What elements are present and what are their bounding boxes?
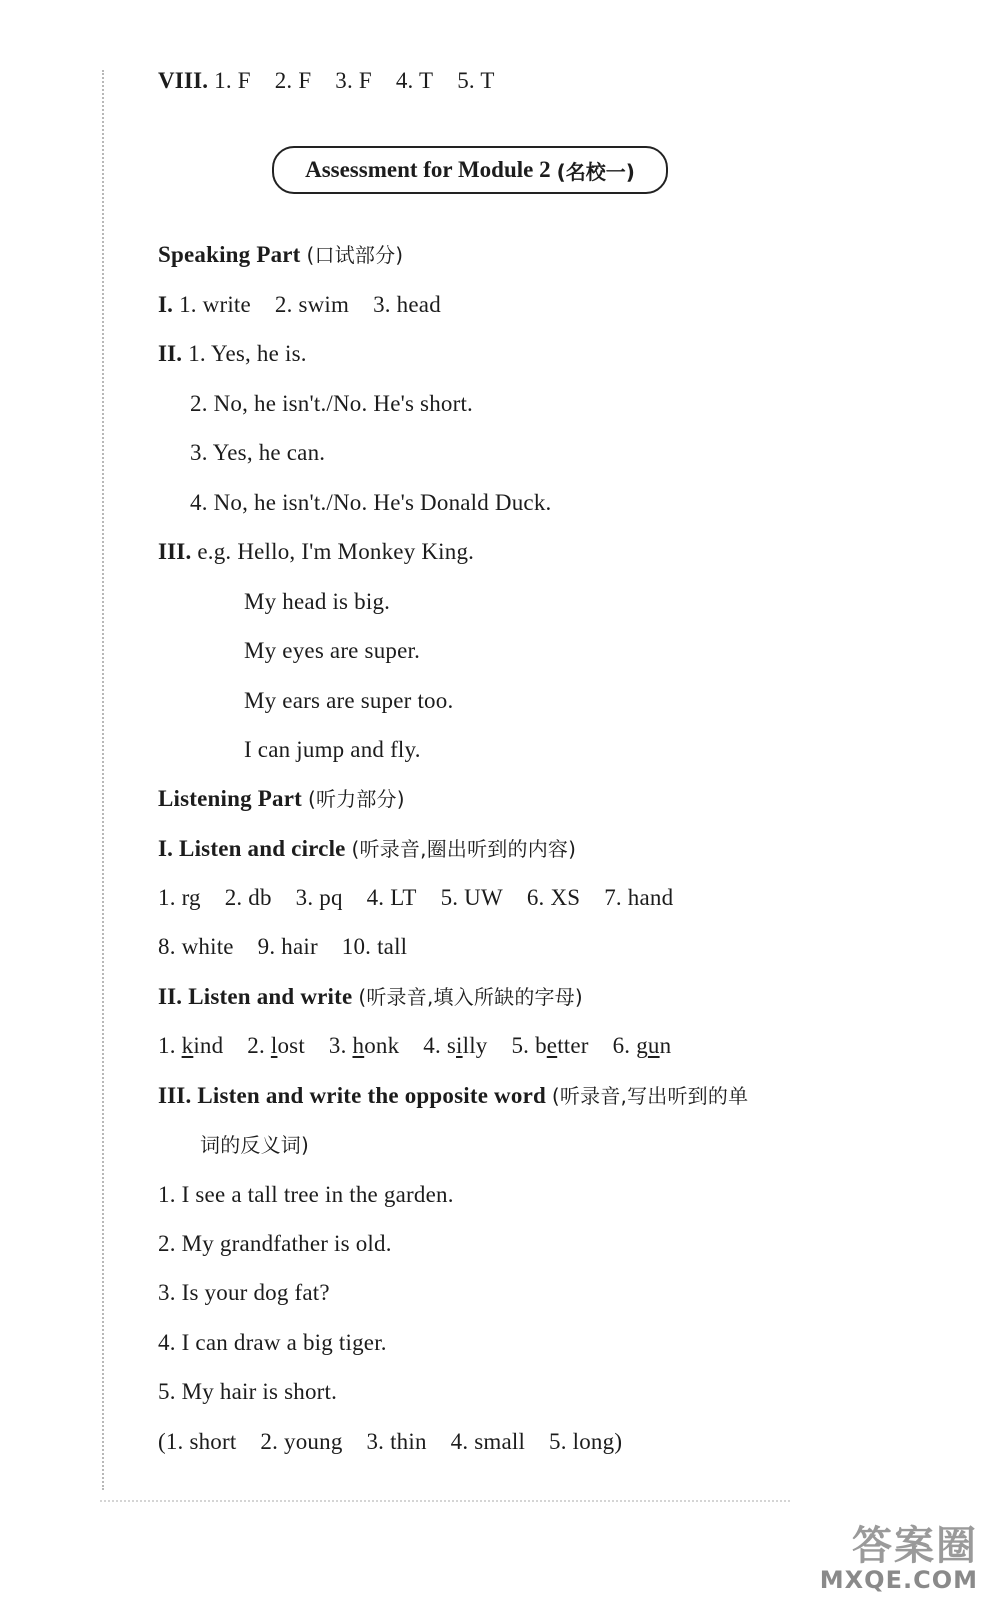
answer: 3. thin [366, 1429, 427, 1454]
viii-answer: 3. F [335, 68, 372, 93]
listening-i-row2 [158, 932, 407, 962]
section-title-cn: (听录音,圈出听到的内容) [351, 837, 577, 861]
watermark-logo [808, 1514, 978, 1594]
answer: 1. write [179, 292, 251, 317]
speaking-heading-cn: (口试部分) [306, 243, 404, 267]
viii-answer: 1. F [214, 68, 251, 93]
watermark-top-text: 答案圈 [852, 1523, 978, 1569]
answer: 3. honk [328, 1033, 400, 1058]
listening-iii-item: 1. I see a tall tree in the garden. [158, 1182, 454, 1207]
speaking-iii-line: I can jump and fly. [244, 737, 421, 762]
listening-i-title [158, 834, 576, 864]
speaking-iii-line: My head is big. [244, 589, 391, 614]
viii-label: VIII. [158, 68, 209, 93]
section-title: II. Listen and write [158, 984, 353, 1009]
section-label: I. [158, 292, 174, 317]
watermark-bottom-text: MXQE.COM [819, 1566, 978, 1594]
listening-heading [158, 784, 405, 814]
viii-answer: 4. T [395, 68, 434, 93]
answer: 4. LT [366, 885, 417, 910]
answer: 4. small [450, 1429, 526, 1454]
answer: 10. tall [341, 934, 408, 959]
listening-heading-cn: (听力部分) [307, 787, 405, 811]
section-label: III. [158, 539, 192, 564]
answer: 3. head [373, 292, 441, 317]
listening-ii-title [158, 982, 583, 1012]
module-title-text: Assessment for Module 2 [305, 157, 551, 182]
answer: 2. swim [274, 292, 350, 317]
speaking-iii-line: My ears are super too. [244, 688, 454, 713]
answer: 8. white [158, 934, 234, 959]
module-title [272, 146, 668, 194]
viii-answers [158, 66, 495, 96]
answer: 9. hair [257, 934, 318, 959]
speaking-iii [158, 537, 474, 567]
section-title-cn: (听录音,写出听到的单 [551, 1084, 749, 1108]
answer: e.g. Hello, I'm Monkey King. [197, 539, 475, 564]
answer: 1. kind [158, 1033, 224, 1058]
listening-iii-title-cont [200, 1130, 309, 1160]
speaking-iii-line: My eyes are super. [244, 638, 421, 663]
answer: 1. rg [158, 885, 201, 910]
scan-noise-line [100, 1500, 790, 1502]
answer: 4. silly [423, 1033, 488, 1058]
speaking-heading-text: Speaking Part [158, 242, 301, 267]
listening-iii-item: 4. I can draw a big tiger. [158, 1330, 387, 1355]
answer: 6. gun [612, 1033, 672, 1058]
viii-answer: 2. F [274, 68, 312, 93]
listening-iii-title [158, 1081, 748, 1111]
binding-margin-line [102, 70, 104, 1490]
speaking-ii-4: 4. No, he isn't./No. He's Donald Duck. [190, 490, 552, 515]
answer: 5. better [511, 1033, 589, 1058]
speaking-i [158, 290, 441, 320]
listening-iii-item: 3. Is your dog fat? [158, 1280, 330, 1305]
listening-iii-answers: (1. short 2. young 3. thin 4. small 5. long) [158, 1429, 623, 1454]
speaking-ii-3: 3. Yes, he can. [190, 440, 326, 465]
module-title-cn: (名校一) [556, 159, 635, 184]
viii-answer: 5. T [457, 68, 495, 93]
answer: 5. UW [440, 885, 503, 910]
answer: 2. db [224, 885, 272, 910]
section-label: II. [158, 341, 183, 366]
section-title-cn: 词的反义词) [200, 1133, 310, 1157]
answer: 2. young [260, 1429, 343, 1454]
answer: 1. Yes, he is. [188, 341, 307, 366]
answer: 3. pq [295, 885, 343, 910]
answer: 5. long [549, 1429, 615, 1454]
listening-iii-item: 5. My hair is short. [158, 1379, 338, 1404]
speaking-ii-1 [158, 339, 307, 369]
section-title-cn: (听录音,填入所缺的字母) [358, 985, 583, 1009]
listening-heading-text: Listening Part [158, 786, 302, 811]
section-title: III. Listen and write the opposite word [158, 1083, 546, 1108]
listening-ii-answers [158, 1031, 671, 1061]
listening-iii-item: 2. My grandfather is old. [158, 1231, 392, 1256]
answer: 6. XS [526, 885, 581, 910]
answer: 2. lost [247, 1033, 305, 1058]
listening-i-row1 [158, 883, 673, 913]
answer: 7. hand [604, 885, 674, 910]
speaking-heading [158, 240, 403, 270]
answer: 1. short [165, 1429, 237, 1454]
section-title: I. Listen and circle [158, 836, 346, 861]
speaking-ii-2: 2. No, he isn't./No. He's short. [190, 391, 474, 416]
